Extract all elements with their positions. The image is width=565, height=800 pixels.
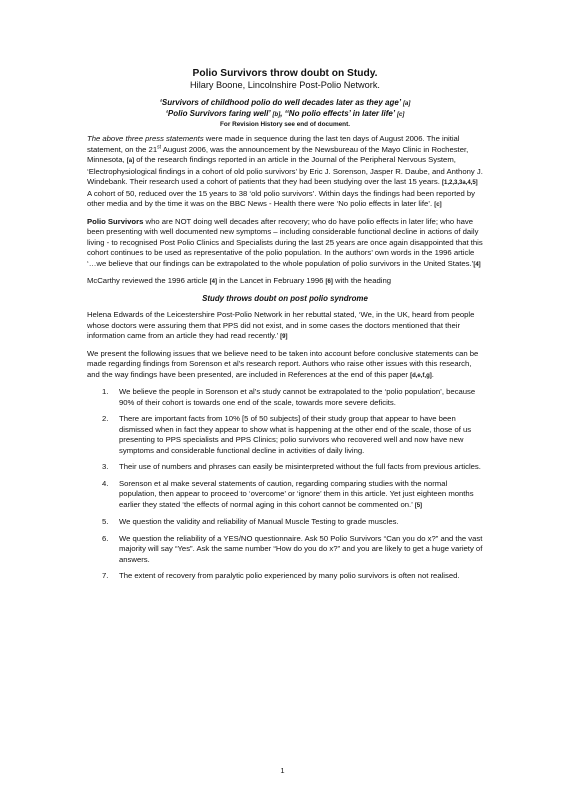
quote-text: ‘Survivors of childhood polio do well decades later as they age’: [159, 98, 401, 107]
list-number: 2.: [102, 414, 109, 423]
reference-marker: [6]: [325, 279, 333, 285]
reference-marker: [4]: [209, 279, 217, 285]
list-number: 3.: [102, 462, 109, 471]
reference-marker: [4]: [473, 261, 481, 268]
list-number: 7.: [102, 571, 109, 580]
edwards-paragraph: Helena Edwards of the Leicestershire Post-Polio Network in her rebuttal stated, ‘We, in the UK, heard from people whose doctors were assuring them that PPS did not exist, and in some cases the doctors mentioned that their information came from an article they had read recently.’ [9]: [87, 310, 475, 340]
article-subheading: Study throws doubt on post polio syndrome: [202, 293, 368, 303]
press-quote-2: ‘Polio Survivors faring well’ [b], ‘‘No polio effects’ in later life’ [c]: [165, 109, 405, 118]
quote-text: ‘Polio Survivors faring well’: [165, 109, 271, 118]
document-title: Polio Survivors throw doubt on Study.: [192, 68, 378, 79]
document-author: Hilary Boone, Lincolnshire Post-Polio Network.: [190, 80, 380, 90]
polio-survivors-paragraph: Polio Survivors who are NOT doing well decades after recovery; who do have polio effects in later life; who have been presenting with well documented new symptoms – including considerable functional decline in actions of daily living - to recognised Post Polio Clinics and Specialists during the last 25 years are once again disappointed that this cohort continues to be used as representative of the polio population. In the authors’ own words in the 1996 article ‘…we believe that our findings can be extrapolated to the whole population of polio survivors in the United States.’[4]: [87, 216, 483, 268]
reference-marker: [c]: [396, 112, 405, 118]
intro-lead: The above three press statements: [87, 134, 204, 143]
quote-text: ‘No polio effects’ in later life’: [286, 109, 395, 118]
page-number: 1: [280, 766, 285, 775]
reference-marker: [b]: [272, 112, 281, 118]
reference-marker: [a]: [126, 158, 135, 164]
mccarthy-paragraph: McCarthy reviewed the 1996 article [4] in the Lancet in February 1996 [6] with the heading: [87, 276, 392, 285]
reference-marker: [a]: [402, 101, 411, 107]
list-item: 6. We question the reliability of a YES/NO questionnaire. Ask 50 Polio Survivors “Can you do x?” and the vast majority will say “Yes”. Ask the same number “How do you do x?” and you are likely to get a huge variety of answers.: [102, 533, 483, 564]
revision-note: For Revision History see end of document.: [220, 121, 350, 128]
reference-marker: [1,2,3,3a,4,5]: [441, 180, 478, 186]
issues-list: [87, 387, 483, 582]
list-item: 3. Their use of numbers and phrases can easily be misinterpreted without the full facts from previous articles.: [102, 462, 481, 471]
list-item: 5. We question the validity and reliability of Manual Muscle Testing to grade muscles.: [102, 517, 399, 526]
list-item: 1. We believe the people in Sorenson et al’s study cannot be extrapolated to the ‘polio population’, because 90% of their cohort is towards one end of the scale, towards more severe deficits.: [102, 387, 476, 407]
document-body: [87, 68, 483, 588]
list-number: 4.: [102, 478, 109, 488]
list-item: 7. The extent of recovery from paralytic polio experienced by many polio survivors is often not realised.: [102, 571, 460, 580]
press-quote-1: [87, 98, 483, 109]
reference-marker: [c]: [434, 202, 442, 208]
intro-paragraph: The above three press statements were made in sequence during the last ten days of August 2006. The initial statement, on the 21st August 2006, was the announcement by the Newsbureau of the Mayo Clinic in Rochester, Minnesota, [a] of the research findings reported in an article in the Journal of the Peripheral Nervous System, ‘Electrophysiological findings in a cohort of old polio survivors’ by Eric J. Sorenson, Jasper R. Daube, and Anthony J. Windebank. Their research used a cohort of patients that they had been studying over the last 15 years. [1,2,3,3a,4,5] A cohort of 50, reduced over the 15 years to 38 ‘old polio survivors’. Within days the findings had been reported by other media and by the time it was on the BBC News - Health there were ‘No polio effects in later life’. [c]: [87, 134, 483, 208]
reference-marker: [9]: [280, 334, 288, 340]
issues-intro-paragraph: We present the following issues that we believe need to be taken into account before conclusive statements can be made regarding findings from Sorenson et al’s research report. Authors who raise other issues with this research, and the way findings have been presented, are included in References at the end of this paper [d,e,f,g].: [87, 348, 479, 379]
reference-marker: [5]: [414, 502, 423, 509]
list-item: 2. There are important facts from 10% [5 of 50 subjects] of their study group that appear to have been dismissed when in fact they appear to show what is happening at the other end of the scale, those of us presenting to PPS specialists and PPS Clinics; polio survivors who recovered well and now have new symptoms and considerable functional decline in activities of daily living.: [102, 414, 472, 455]
list-number: 1.: [102, 387, 109, 396]
list-item: 4. Sorenson et al make several statements of caution, regarding comparing studies with the normal population, then appear to proceed to ‘overcome’ or ‘ignore’ them in this article. Yet just eighteen months earlier they stated ‘the effects of normal aging in this cohort cannot be commented on.’ [5]: [102, 478, 474, 509]
list-number: 5.: [102, 517, 109, 526]
list-number: 6.: [102, 533, 109, 543]
reference-marker: [d,e,f,g]: [410, 372, 432, 379]
